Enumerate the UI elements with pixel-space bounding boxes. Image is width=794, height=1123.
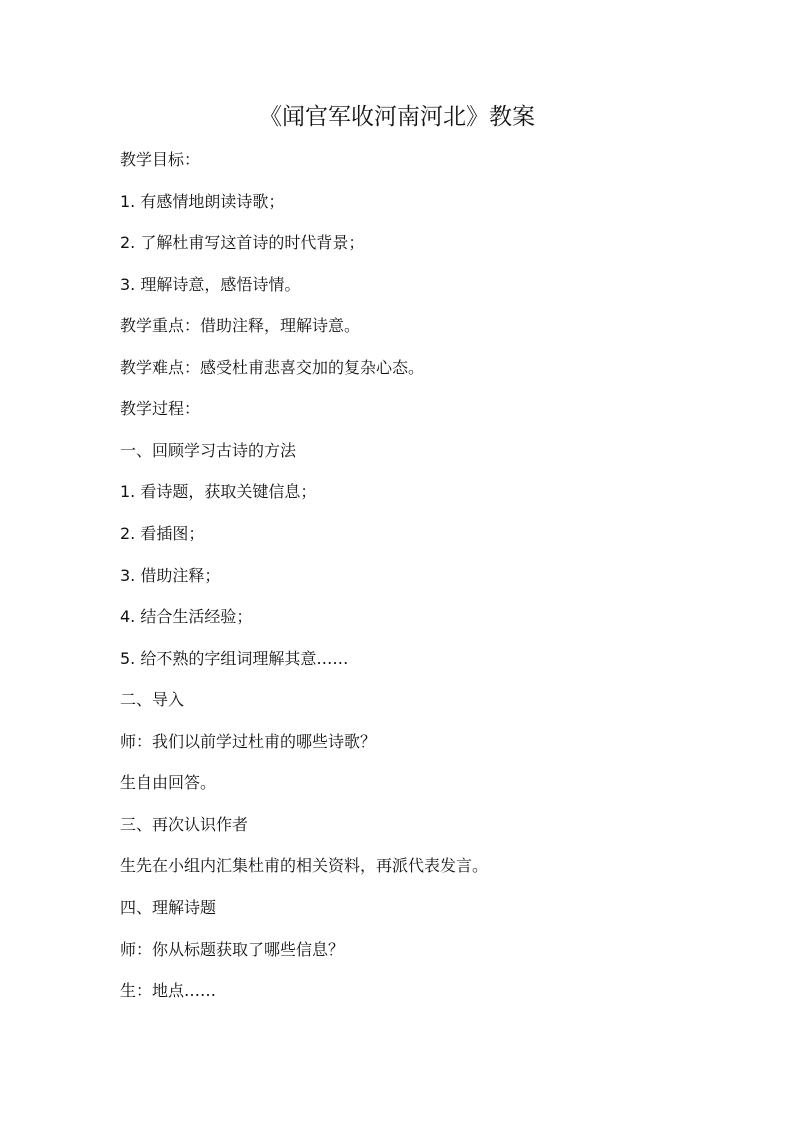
student-response-1: 生自由回答。 [120,773,217,792]
student-response-2: 生：地点…… [120,981,217,1000]
method-item-3: 3. 借助注释； [120,566,221,585]
objective-item-1: 1. 有感情地朗读诗歌； [120,192,285,211]
method-item-1: 1. 看诗题，获取关键信息； [120,482,317,501]
teaching-difficulty: 教学难点：感受杜甫悲喜交加的复杂心态。 [120,358,425,377]
method-item-2: 2. 看插图； [120,524,205,543]
section-heading-objectives: 教学目标： [120,150,201,169]
step-heading-1: 一、回顾学习古诗的方法 [120,441,297,460]
document-title: 《闻官军收河南河北》教案 [259,104,535,130]
teaching-focus: 教学重点：借助注释，理解诗意。 [120,316,361,335]
objective-item-3: 3. 理解诗意，感悟诗情。 [120,275,301,294]
step-heading-3: 三、再次认识作者 [120,815,249,834]
step-heading-4: 四、理解诗题 [120,898,217,917]
student-activity: 生先在小组内汇集杜甫的相关资料，再派代表发言。 [120,856,489,875]
teacher-question-2: 师：你从标题获取了哪些信息？ [120,940,345,959]
step-heading-2: 二、导入 [120,690,185,709]
objective-item-2: 2. 了解杜甫写这首诗的时代背景； [120,233,365,252]
teacher-question-1: 师：我们以前学过杜甫的哪些诗歌？ [120,732,377,751]
method-item-5: 5. 给不熟的字组词理解其意…… [120,649,349,668]
method-item-4: 4. 结合生活经验； [120,607,253,626]
section-heading-process: 教学过程： [120,399,201,418]
